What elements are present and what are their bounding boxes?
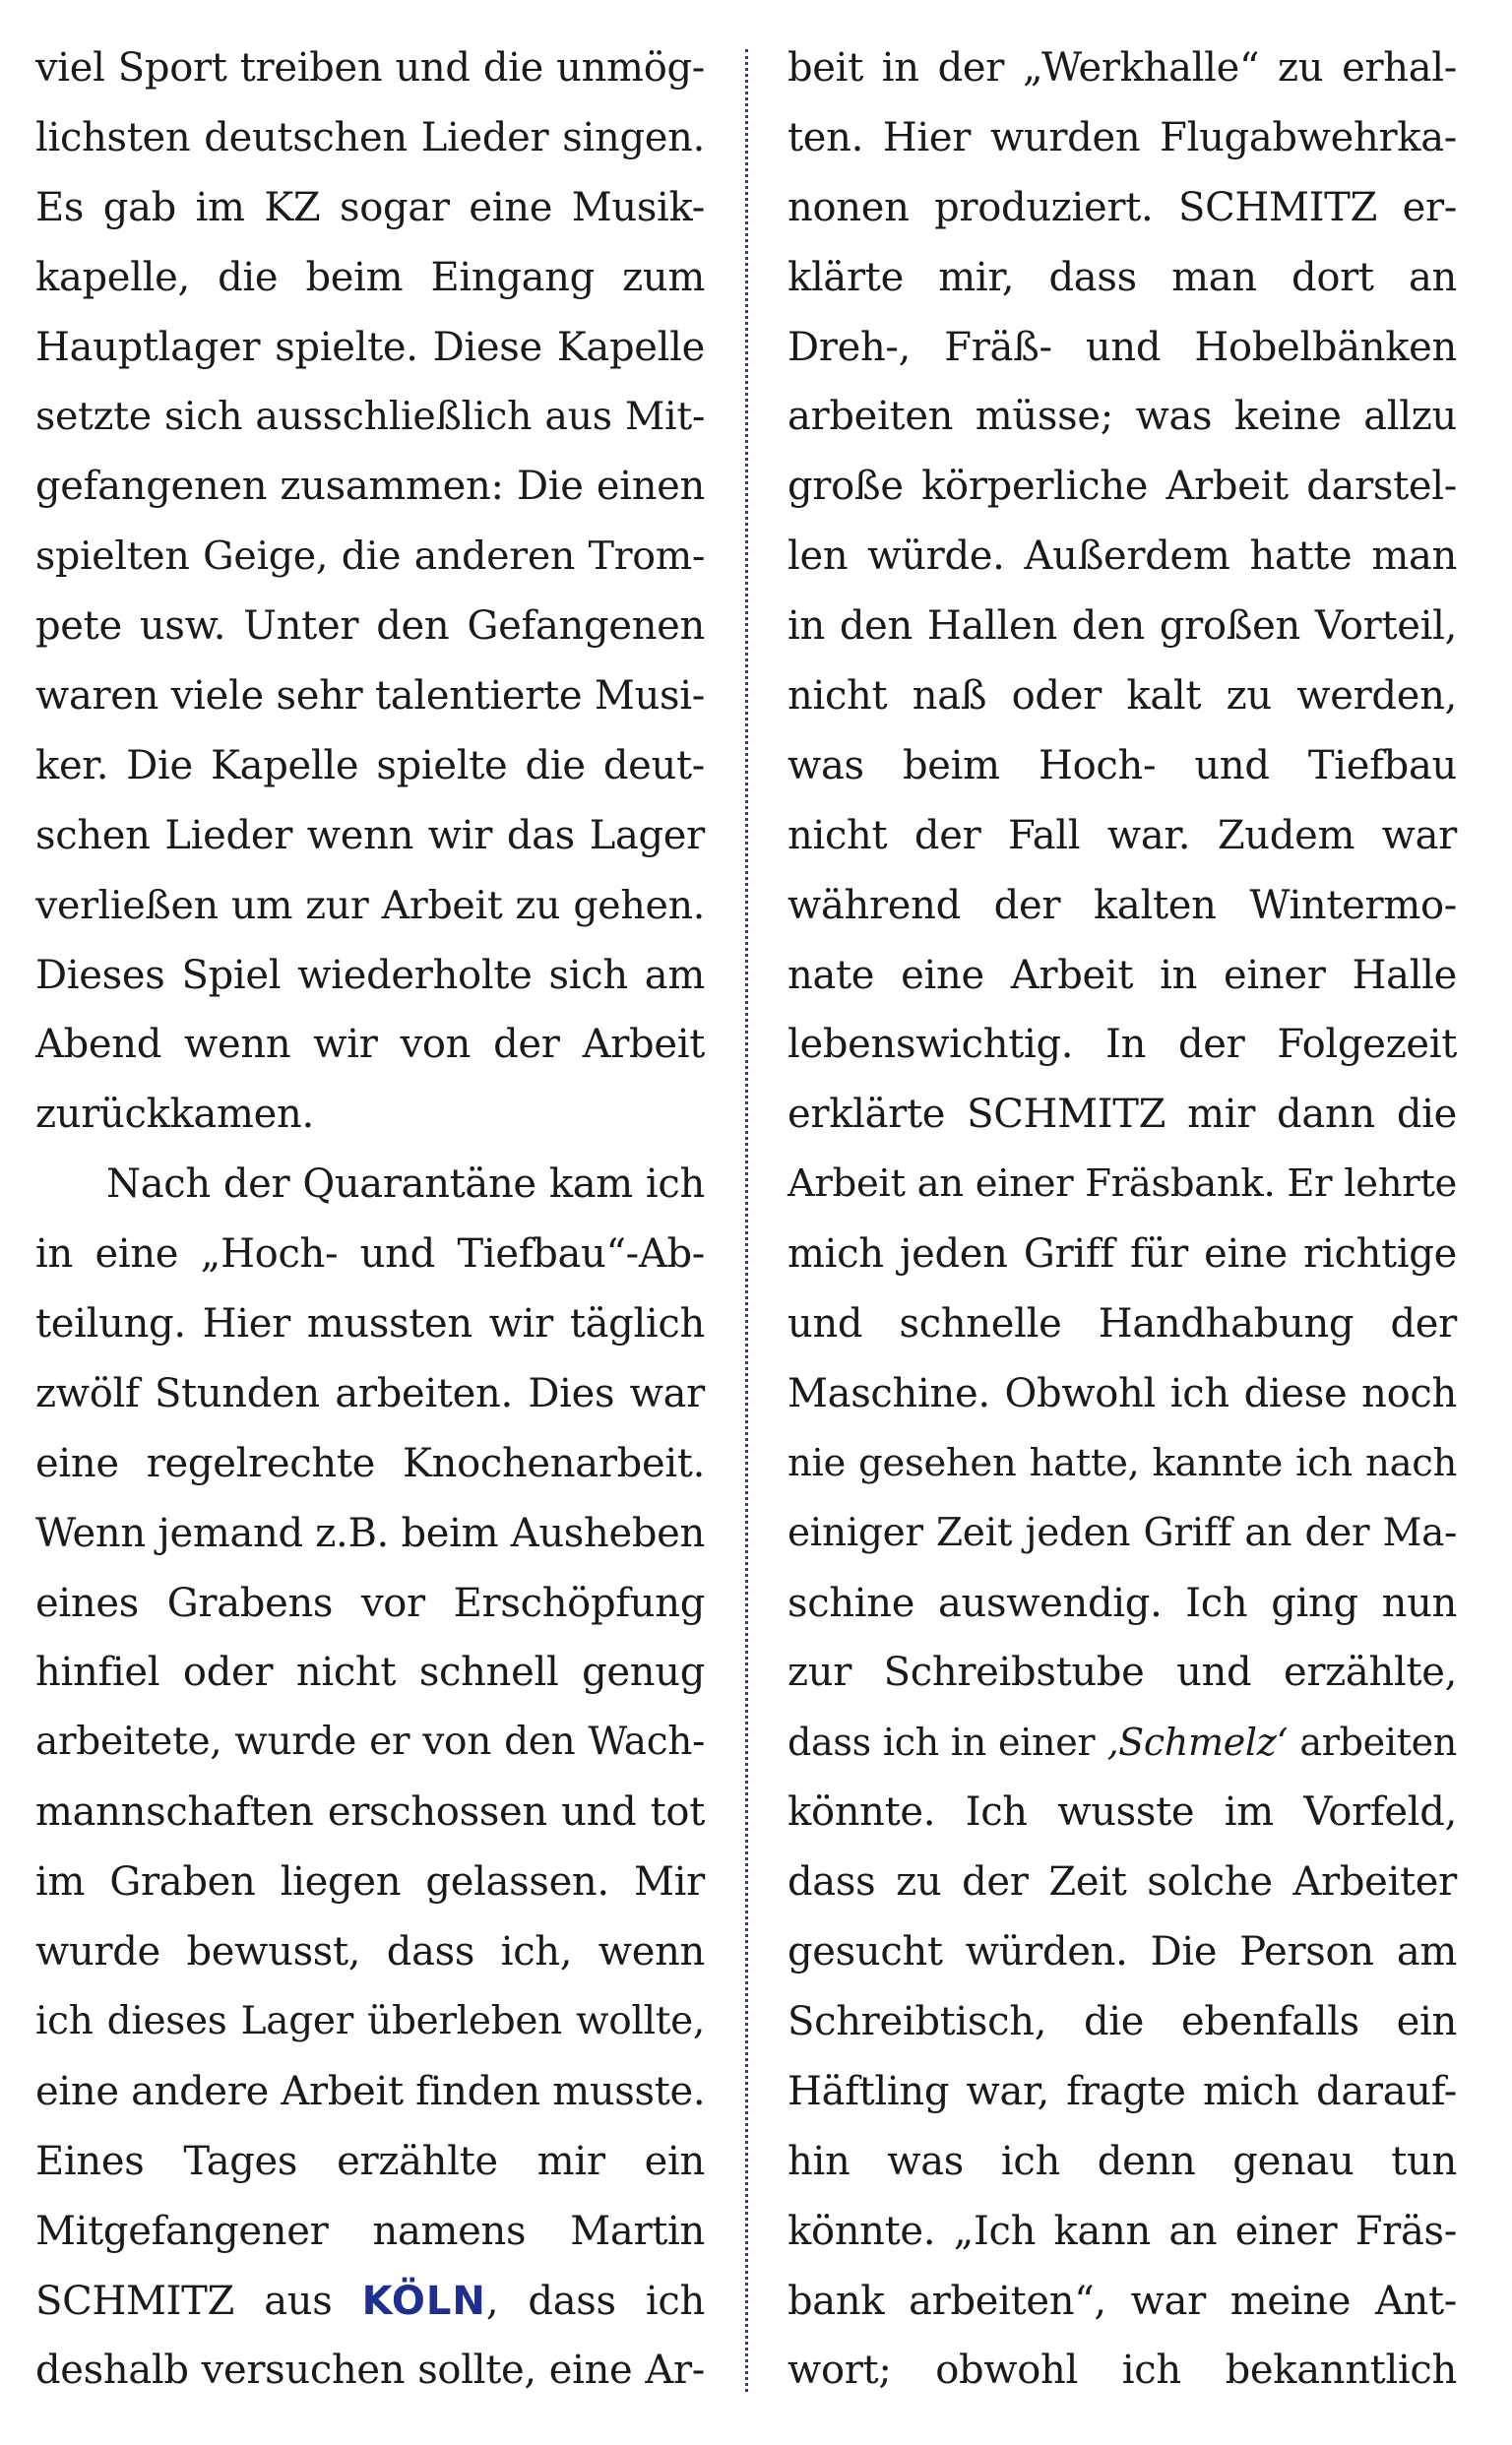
text-line: mannschaften erschossen und tot xyxy=(35,1789,705,1836)
text-line: Dieses Spiel wiederholte sich am xyxy=(35,952,705,998)
text-line: lichsten deutschen Lieder singen. xyxy=(35,114,705,160)
text-line: einiger Zeit jeden Griff an der Ma- xyxy=(788,1510,1457,1555)
text-line: Abend wenn wir von der Arbeit xyxy=(35,1022,705,1068)
text-line: Es gab im KZ sogar eine Musik- xyxy=(35,184,705,230)
text-line: hinfiel oder nicht schnell genug xyxy=(35,1650,705,1696)
text-line: wurde bewusst, dass ich, wenn xyxy=(35,1929,705,1975)
text-line: wort; obwohl ich bekanntlich xyxy=(788,2348,1457,2394)
text-line-paragraph-end: zurückkamen. xyxy=(35,1092,314,1138)
text-line: ker. Die Kapelle spielte die deut- xyxy=(35,742,705,788)
text-segment: SCHMITZ aus xyxy=(35,2278,362,2324)
text-line: ten. Hier wurden Flugabwehrka- xyxy=(788,114,1457,160)
text-line: arbeitete, wurde er von den Wach- xyxy=(35,1720,705,1765)
text-line: gefangenen zusammen: Die einen xyxy=(35,464,705,510)
text-line: Dreh-, Fräß- und Hobelbänken xyxy=(788,324,1457,370)
text-line: teilung. Hier mussten wir täglich xyxy=(35,1301,705,1348)
text-line: nonen produziert. SCHMITZ er- xyxy=(788,184,1457,230)
text-line: ich dieses Lager überleben wollte, xyxy=(35,1998,705,2043)
text-line: zur Schreibstube und erzählte, xyxy=(788,1650,1457,1696)
text-line: Häftling war, fragte mich darauf- xyxy=(788,2068,1457,2114)
text-line: len würde. Außerdem hatte man xyxy=(788,533,1457,580)
text-line: in den Hallen den großen Vorteil, xyxy=(788,603,1457,650)
text-line: nate eine Arbeit in einer Halle xyxy=(788,952,1457,998)
column-divider xyxy=(745,49,748,2392)
text-line: beit in der „Werkhalle“ zu erhal- xyxy=(788,45,1457,91)
text-line-with-italic xyxy=(788,1708,1457,1778)
text-line: arbeiten müsse; was keine allzu xyxy=(788,394,1457,440)
text-line: schine auswendig. Ich ging nun xyxy=(788,1580,1457,1626)
text-line: Arbeit an einer Fräsbank. Er lehrte xyxy=(788,1161,1457,1207)
text-segment: dass ich in einer xyxy=(788,1721,1107,1765)
text-line: Schreibtisch, die ebenfalls ein xyxy=(788,1998,1457,2044)
text-segment: , dass ich xyxy=(485,2278,705,2324)
text-line: könnte. „Ich kann an einer Fräs- xyxy=(788,2208,1457,2254)
highlighted-place-name: KÖLN xyxy=(361,2278,486,2324)
text-line: setzte sich ausschließlich aus Mit- xyxy=(35,394,705,440)
text-line: Hauptlager spielte. Diese Kapelle xyxy=(35,324,705,370)
text-line: könnte. Ich wusste im Vorfeld, xyxy=(788,1789,1457,1836)
text-line: dass zu der Zeit solche Arbeiter xyxy=(788,1859,1457,1906)
text-line: gesucht würden. Die Person am xyxy=(788,1929,1457,1975)
text-line: was beim Hoch- und Tiefbau xyxy=(788,742,1457,788)
text-line: pete usw. Unter den Gefangenen xyxy=(35,603,705,650)
text-line: mich jeden Griff für eine richtige xyxy=(788,1231,1457,1278)
text-line: Wenn jemand z.B. beim Ausheben xyxy=(35,1510,705,1556)
text-line: eines Grabens vor Erschöpfung xyxy=(35,1580,705,1626)
text-line: Eines Tages erzählte mir ein xyxy=(35,2138,705,2184)
text-line: zwölf Stunden arbeiten. Dies war xyxy=(35,1370,705,1416)
text-line: bank arbeiten“, war meine Ant- xyxy=(788,2278,1457,2324)
italic-term: ‚Schmelz‘ xyxy=(1106,1721,1289,1765)
text-line: große körperliche Arbeit darstel- xyxy=(788,464,1457,510)
text-line: verließen um zur Arbeit zu gehen. xyxy=(35,882,705,928)
text-line: spielten Geige, die anderen Trom- xyxy=(35,533,705,580)
text-line: im Graben liegen gelassen. Mir xyxy=(35,1859,705,1906)
text-line: nie gesehen hatte, kannte ich nach xyxy=(788,1440,1457,1485)
right-text-column xyxy=(788,33,1457,2406)
text-line: deshalb versuchen sollte, eine Ar- xyxy=(35,2348,705,2394)
text-line-paragraph-start: Nach der Quarantäne kam ich xyxy=(106,1161,705,1208)
text-line: hin was ich denn genau tun xyxy=(788,2138,1457,2184)
text-line: erklärte SCHMITZ mir dann die xyxy=(788,1092,1457,1138)
text-segment: arbeiten xyxy=(1288,1721,1457,1765)
text-line: während der kalten Wintermo- xyxy=(788,882,1457,928)
text-line: waren viele sehr talentierte Musi- xyxy=(35,673,705,720)
text-line: lebenswichtig. In der Folgezeit xyxy=(788,1022,1457,1068)
text-line: eine regelrechte Knochenarbeit. xyxy=(35,1440,705,1486)
text-line: nicht naß oder kalt zu werden, xyxy=(788,673,1457,720)
text-line: und schnelle Handhabung der xyxy=(788,1301,1457,1348)
text-line: viel Sport treiben und die unmög- xyxy=(35,45,705,91)
text-line: in eine „Hoch- und Tiefbau“-Ab- xyxy=(35,1231,705,1278)
text-line-with-highlight xyxy=(35,2267,705,2337)
text-line: Mitgefangener namens Martin xyxy=(35,2208,705,2254)
text-line: eine andere Arbeit finden musste. xyxy=(35,2068,706,2114)
text-line: schen Lieder wenn wir das Lager xyxy=(35,812,705,858)
text-line: kapelle, die beim Eingang zum xyxy=(35,254,705,300)
left-text-column xyxy=(35,33,705,2406)
text-line: Maschine. Obwohl ich diese noch xyxy=(788,1370,1457,1416)
text-line: nicht der Fall war. Zudem war xyxy=(788,812,1457,858)
text-line: klärte mir, dass man dort an xyxy=(788,254,1457,300)
